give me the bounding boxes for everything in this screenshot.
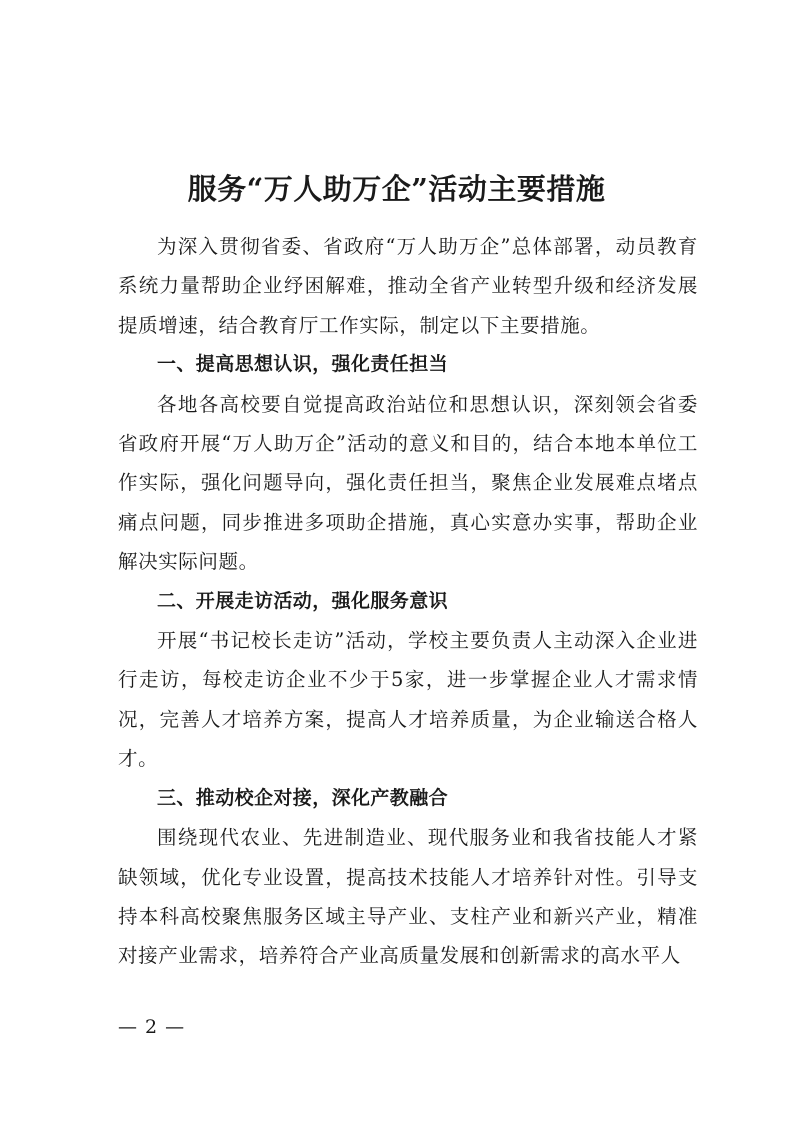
page-number: — 2 — (118, 1016, 186, 1038)
section-heading-1: 一、提高思想认识，强化责任担当 (157, 353, 449, 376)
intro-paragraph: 为深入贯彻省委、省政府“万人助万企”总体部署，动员教育系统力量帮助企业纾困解难，推动全省产业转型升级和经济发展提质增速，结合教育厅工作实际，制定以下主要措施。 (118, 235, 698, 337)
section-body-1: 各地各高校要自觉提高政治站位和思想认识，深刻领会省委省政府开展“万人助万企”活动的意义和目的，结合本地本单位工作实际，强化问题导向，强化责任担当，聚焦企业发展难点堵点痛点问题，同步推进多项助企措施，真心实意办实事，帮助企业解决实际问题。 (118, 392, 698, 574)
section-heading-2: 二、开展走访活动，强化服务意识 (157, 589, 449, 612)
section-body-2: 开展“书记校长走访”活动，学校主要负责人主动深入企业进行走访，每校走访企业不少于5家，进一步掌握企业人才需求情况，完善人才培养方案，提高人才培养质量，为企业输送合格人才。 (118, 629, 698, 771)
section-heading-3: 三、推动校企对接，深化产教融合 (157, 786, 449, 809)
document-body (118, 227, 698, 976)
section-body-3: 围绕现代农业、先进制造业、现代服务业和我省技能人才紧缺领域，优化专业设置，提高技术技能人才培养针对性。引导支持本科高校聚焦服务区域主导产业、支柱产业和新兴产业，精准对接产业需求，培养符合产业高质量发展和创新需求的高水平人 (118, 826, 698, 968)
document-title: 服务“万人助万企”活动主要措施 (187, 172, 606, 207)
